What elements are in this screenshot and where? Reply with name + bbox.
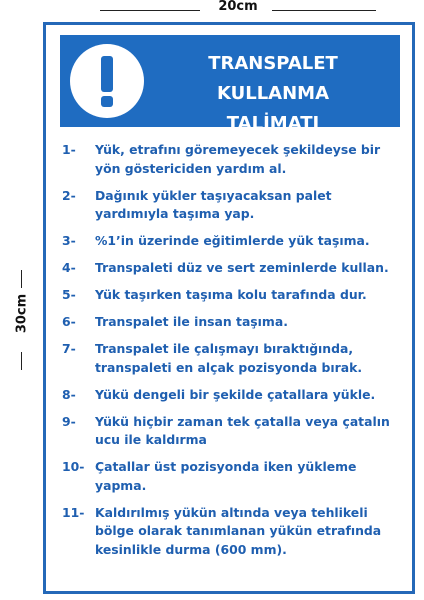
item-text: Yük, etrafını göremeyecek şekildeyse bir yön göstericiden yardım al. (95, 142, 381, 176)
instruction-item (62, 232, 408, 251)
item-number: 8- (62, 386, 76, 402)
instruction-list (62, 141, 408, 568)
instruction-item (62, 340, 408, 377)
width-dimension-label: 20cm (218, 0, 258, 14)
item-number: 5- (62, 287, 76, 302)
item-number: 4- (62, 260, 76, 275)
instruction-item (62, 286, 408, 305)
width-dimension-line-right (272, 10, 376, 11)
item-text: Kaldırılmış yükün altında veya tehlikeli bölge olarak tanımlanan yükün etrafında kesinlikle durma (600 mm). (95, 504, 382, 557)
item-number: 7- (62, 341, 76, 356)
height-dimension-line-bottom (21, 352, 22, 370)
instruction-item (62, 313, 408, 332)
item-text: Yükü hiçbir zaman tek çatalla veya çatalın ucu ile kaldırma (95, 413, 390, 447)
height-dimension (14, 270, 28, 570)
item-text: Çatallar üst pozisyonda iken yükleme yapma. (95, 459, 357, 493)
item-number: 1- (62, 142, 76, 157)
item-number: 6- (62, 314, 76, 329)
exclamation-icon (70, 44, 144, 118)
item-text: Transpalet ile insan taşıma. (95, 314, 288, 329)
item-text: Dağınık yükler taşıyacaksan palet yardımıyla taşıma yap. (95, 187, 332, 221)
sign-title (150, 49, 396, 139)
item-number: 11- (62, 504, 85, 520)
exclamation-dot (101, 96, 113, 107)
item-number: 3- (62, 233, 76, 248)
instruction-item (62, 141, 408, 178)
height-dimension-label: 30cm (14, 293, 30, 334)
sign-title-line2: TALİMATI (226, 113, 320, 134)
item-number: 9- (62, 413, 76, 429)
item-text: Transpalet ile çalışmayı bıraktığında, transpaleti en alçak pozisyonda bırak. (95, 341, 363, 375)
item-text: Yük taşırken taşıma kolu tarafında dur. (95, 287, 367, 302)
item-number: 2- (62, 187, 76, 203)
instruction-item (62, 386, 408, 405)
width-dimension-line-left (100, 10, 200, 11)
instruction-item (62, 458, 408, 495)
instruction-sign (43, 22, 415, 594)
item-number: 10- (62, 459, 85, 474)
item-text: %1’in üzerinde eğitimlerde yük taşıma. (95, 233, 370, 248)
instruction-item (62, 413, 408, 450)
exclamation-bar (101, 56, 113, 92)
item-text: Transpaleti düz ve sert zeminlerde kullan. (95, 260, 389, 275)
sign-header (60, 35, 400, 134)
instruction-item (62, 259, 408, 278)
item-text: Yükü dengeli bir şekilde çatallara yükle. (95, 386, 376, 402)
width-dimension (100, 0, 376, 14)
sign-title-line1: TRANSPALET KULLANMA (208, 53, 338, 104)
instruction-item (62, 187, 408, 224)
instruction-item (62, 504, 408, 560)
